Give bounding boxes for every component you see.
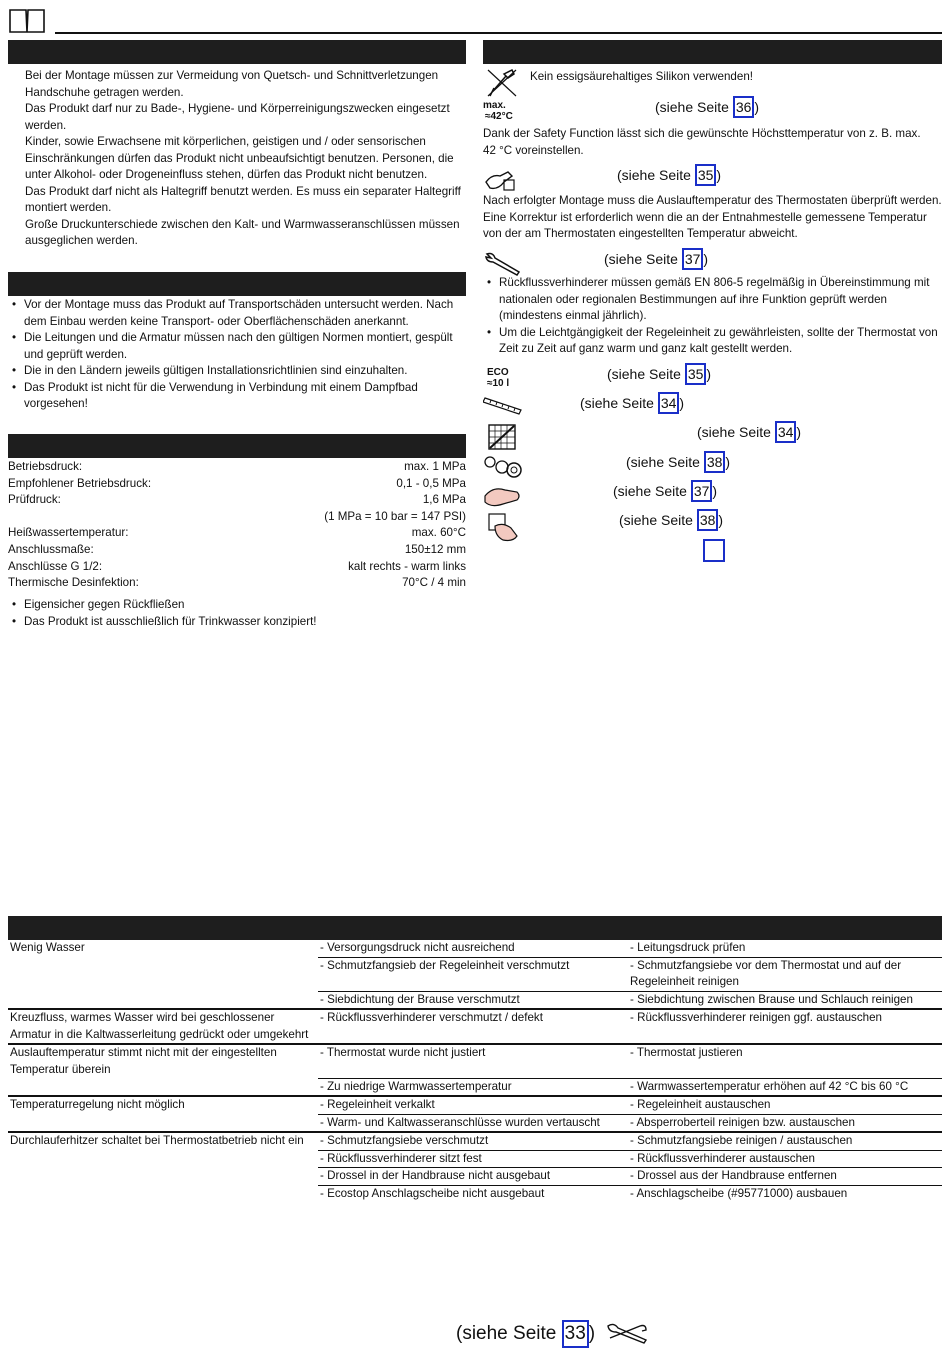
- hand-adjust-icon: [484, 164, 518, 194]
- cause-cell: - Ecostop Anschlagscheibe nicht ausgebaut: [318, 1185, 628, 1202]
- table-row: [8, 1044, 942, 1078]
- silicone-gun-crossed-icon: [484, 66, 520, 98]
- remedy-cell: - Siebdichtung zwischen Brause und Schlauch reinigen: [628, 991, 942, 1009]
- eco-label: ECO: [487, 367, 509, 378]
- list-item: • Um die Leichtgängigkeit der Regeleinheit zu gewährleisten, sollte der Thermostat von Zeit zu Zeit auf ganz warm und ganz kalt gestellt werden.: [483, 325, 943, 358]
- table-row: [8, 940, 942, 957]
- spec-value: 150±12 mm: [404, 542, 466, 556]
- page-ref: [619, 509, 723, 531]
- tools-icon: [606, 1322, 648, 1344]
- remedy-cell: - Warmwassertemperatur erhöhen auf 42 °C bis 60 °C: [628, 1078, 942, 1096]
- page-link[interactable]: 33: [562, 1320, 589, 1348]
- problem-cell: [8, 1150, 318, 1168]
- list-item: • Das Produkt ist nicht für die Verwendung in Verbindung mit einem Dampfbad vorgesehen!: [8, 380, 464, 413]
- ref-suffix: ): [716, 167, 722, 183]
- empty-page-link[interactable]: [703, 539, 725, 562]
- ref-prefix: (siehe Seite: [607, 366, 685, 382]
- safety-paragraph: Das Produkt darf nur zu Bade-, Hygiene- und Körperreinigungszwecken eingesetzt werden.: [25, 102, 450, 132]
- remedy-cell: - Leitungsdruck prüfen: [630, 941, 746, 954]
- book-icon: [8, 6, 46, 34]
- table-row: [8, 1132, 942, 1150]
- wrench-icon: [483, 250, 523, 276]
- remedy-cell: - Absperroberteil reinigen bzw. austauschen: [628, 1114, 942, 1132]
- ref-suffix: ): [718, 512, 724, 528]
- cause-cell: - Zu niedrige Warmwassertemperatur: [318, 1078, 628, 1096]
- maintenance-list: [483, 275, 943, 358]
- ref-prefix: (siehe Seite: [580, 395, 658, 411]
- cause-cell: - Thermostat wurde nicht justiert: [318, 1044, 628, 1078]
- ref-prefix: (siehe Seite: [619, 512, 697, 528]
- troubleshooting-table: [8, 940, 942, 1202]
- ref-prefix: (siehe Seite: [456, 1323, 562, 1344]
- spec-row: [8, 492, 466, 509]
- ref-suffix: ): [725, 454, 731, 470]
- spec-row: [8, 476, 466, 493]
- table-row: [8, 991, 942, 1009]
- table-row: [8, 1168, 942, 1186]
- temperature-grid-icon: [488, 424, 516, 450]
- cause-cell: - Regeleinheit verkalkt: [318, 1096, 628, 1114]
- spec-notes: [8, 597, 464, 630]
- spec-row: [8, 509, 466, 526]
- ref-suffix: ): [703, 251, 709, 267]
- remedy-cell: - Schmutzfangsiebe reinigen / austauschen: [628, 1132, 942, 1150]
- spec-row: [8, 542, 466, 559]
- page-link[interactable]: 35: [685, 363, 707, 385]
- remedy-cell: - Drossel aus der Handbrause entfernen: [628, 1168, 942, 1186]
- problem-cell: Auslauftemperatur stimmt nicht mit der eingestellten Temperatur überein: [8, 1044, 318, 1078]
- remedy-cell: - Schmutzfangsiebe vor dem Thermostat und auf der Regeleinheit reinigen: [628, 957, 942, 991]
- safety-paragraph: Große Druckunterschiede zwischen den Kalt- und Warmwasseranschlüssen müssen ausgeglichen werden.: [25, 217, 460, 247]
- safety-paragraph: Bei der Montage müssen zur Vermeidung von Quetsch- und Schnittverletzungen Handschuhe getragen werden.: [25, 69, 439, 99]
- ruler-icon: [483, 396, 523, 416]
- spec-key: Prüfdruck:: [8, 493, 61, 507]
- ref-prefix: (siehe Seite: [617, 167, 695, 183]
- remedy-cell: - Regeleinheit austauschen: [628, 1096, 942, 1114]
- page-ref: [697, 421, 801, 443]
- page-ref: [607, 363, 711, 385]
- spare-parts-icon: [483, 454, 523, 480]
- page-ref: [604, 248, 708, 270]
- remedy-cell: - Rückflussverhinderer austauschen: [628, 1150, 942, 1168]
- safety-paragraph: Kinder, sowie Erwachsene mit körperlichen, geistigen und / oder sensorischen Einschränkungen dürfen das Produkt nicht unbeaufsichtigt benutzen. Personen, die unter Alkohol- oder Drogeneinfluss stehen, dürfen das Produkt nicht benutzen.: [25, 135, 454, 181]
- list-item: • Rückflussverhinderer müssen gemäß EN 806-5 regelmäßig in Übereinstimmung mit nationalen oder regionalen Bestimmungen auf ihre Funktion geprüft werden (mindestens einmal jährlich).: [483, 275, 943, 325]
- spec-row: [8, 559, 466, 576]
- spec-value: max. 1 MPa: [404, 460, 466, 473]
- page-link[interactable]: 35: [695, 164, 717, 186]
- header-rule: [55, 32, 942, 34]
- page-link[interactable]: 36: [733, 96, 755, 118]
- table-row: [8, 1114, 942, 1132]
- list-item: • Das Produkt ist ausschließlich für Trinkwasser konzipiert!: [8, 614, 464, 631]
- problem-cell: [8, 1078, 318, 1096]
- cause-cell: - Schmutzfangsieb der Regeleinheit verschmutzt: [318, 957, 628, 991]
- problem-cell: Wenig Wasser: [10, 941, 85, 954]
- table-row: [8, 1009, 942, 1044]
- spec-key: Thermische Desinfektion:: [8, 576, 139, 590]
- spec-key: Empfohlener Betriebsdruck:: [8, 476, 152, 490]
- table-row: [8, 1096, 942, 1114]
- spec-value: kalt rechts - warm links: [348, 559, 466, 573]
- spec-value: 1,6 MPa: [422, 493, 466, 507]
- cause-cell: - Rückflussverhinderer sitzt fest: [318, 1150, 628, 1168]
- page-ref: [613, 480, 717, 502]
- page-link[interactable]: 34: [658, 392, 680, 414]
- table-row: [8, 1150, 942, 1168]
- ref-suffix: ): [712, 483, 718, 499]
- ref-suffix: ): [706, 366, 712, 382]
- page-ref: [617, 164, 721, 186]
- problem-cell: Kreuzfluss, warmes Wasser wird bei geschlossener Armatur in die Kaltwasserleitung gedrückt oder umgekehrt: [8, 1009, 318, 1044]
- cause-cell: - Warm- und Kaltwasseranschlüsse wurden vertauscht: [318, 1114, 628, 1132]
- table-row: [8, 957, 942, 991]
- problem-cell: [8, 1185, 318, 1202]
- ref-prefix: (siehe Seite: [604, 251, 682, 267]
- spec-row: [8, 525, 466, 542]
- ref-suffix: ): [754, 99, 760, 115]
- remedy-cell: - Rückflussverhinderer reinigen ggf. austauschen: [628, 1009, 942, 1044]
- section-bar-troubleshooting: [8, 916, 942, 940]
- spec-row: [8, 459, 466, 476]
- page-ref: [655, 96, 759, 118]
- page-link[interactable]: 38: [704, 451, 726, 473]
- list-item: • Die Leitungen und die Armatur müssen nach den gültigen Normen montiert, gespült und geprüft werden.: [8, 330, 464, 363]
- table-row: [8, 1185, 942, 1202]
- problem-cell: Temperaturregelung nicht möglich: [8, 1096, 318, 1114]
- list-item: • Eigensicher gegen Rückfließen: [8, 597, 464, 614]
- problem-cell: [8, 957, 318, 991]
- list-item: • Vor der Montage muss das Produkt auf Transportschäden untersucht werden. Nach dem Einbau werden keine Transport- oder Oberflächenschäden anerkannt.: [8, 297, 464, 330]
- installation-list: [8, 297, 464, 413]
- eco-flow-label: ≈10 l: [487, 378, 510, 389]
- page-ref: [580, 392, 684, 414]
- problem-cell: Durchlauferhitzer schaltet bei Thermostatbetrieb nicht ein: [8, 1132, 318, 1150]
- hand-cleaning-icon: [483, 482, 523, 510]
- ref-suffix: ): [588, 1323, 596, 1344]
- spec-row: [8, 575, 466, 592]
- spec-value: 70°C / 4 min: [402, 576, 466, 590]
- ref-prefix: (siehe Seite: [697, 424, 775, 440]
- cause-cell: - Siebdichtung der Brause verschmutzt: [318, 991, 628, 1009]
- adjustment-text: Nach erfolgter Montage muss die Auslauftemperatur des Thermostaten überprüft werden. Eine Korrektur ist erforderlich wenn die an der Entnahmestelle gemessene Temperatur von der am Thermostaten eingestellten Temperatur abweicht.: [483, 194, 942, 240]
- remedy-cell: - Thermostat justieren: [628, 1044, 942, 1078]
- cause-cell: - Rückflussverhinderer verschmutzt / defekt: [318, 1009, 628, 1044]
- ref-suffix: ): [796, 424, 802, 440]
- spec-key: Heißwassertemperatur:: [8, 526, 129, 540]
- safety-function-text: Dank der Safety Function lässt sich die gewünschte Höchsttemperatur von z. B. max. 42 °C voreinstellen.: [483, 127, 921, 157]
- problem-cell: [8, 1114, 318, 1132]
- table-row: [8, 1078, 942, 1096]
- specs-table: [8, 459, 466, 592]
- cause-cell: - Versorgungsdruck nicht ausreichend: [320, 941, 515, 954]
- spec-value: max. 60°C: [411, 526, 466, 540]
- cause-cell: - Drossel in der Handbrause nicht ausgebaut: [318, 1168, 628, 1186]
- spec-key: Anschlüsse G 1/2:: [8, 559, 103, 573]
- page-link[interactable]: 37: [682, 248, 704, 270]
- safety-paragraph: Das Produkt darf nicht als Haltegriff benutzt werden. Es muss ein separater Haltegriff montiert werden.: [25, 184, 461, 214]
- safety-text: [25, 68, 470, 250]
- cause-cell: - Schmutzfangsiebe verschmutzt: [318, 1132, 628, 1150]
- section-bar-specs: [8, 434, 466, 458]
- footer-page-ref: [456, 1320, 595, 1348]
- list-item: • Die in den Ländern jeweils gültigen Installationsrichtlinien sind einzuhalten.: [8, 363, 464, 380]
- ref-prefix: (siehe Seite: [655, 99, 733, 115]
- page-link[interactable]: 37: [691, 480, 713, 502]
- section-bar-installation: [8, 272, 466, 296]
- page-link[interactable]: 38: [697, 509, 719, 531]
- ref-suffix: ): [679, 395, 685, 411]
- section-bar-symbols: [483, 40, 942, 64]
- ref-prefix: (siehe Seite: [613, 483, 691, 499]
- max-temp-label: ≈42°C: [485, 111, 513, 122]
- problem-cell: [8, 991, 318, 1009]
- max-label: max.: [483, 100, 506, 111]
- spec-key: Betriebsdruck:: [8, 460, 83, 473]
- page-link[interactable]: 34: [775, 421, 797, 443]
- spec-key: Anschlussmaße:: [8, 542, 94, 556]
- remedy-cell: - Anschlagscheibe (#95771000) ausbauen: [628, 1185, 942, 1202]
- section-bar-safety: [8, 40, 466, 64]
- silicone-note: Kein essigsäurehaltiges Silikon verwenden!: [530, 70, 753, 83]
- spec-value: (1 MPa = 10 bar = 147 PSI): [324, 509, 466, 523]
- spec-value: 0,1 - 0,5 MPa: [396, 476, 466, 490]
- page-ref: [626, 451, 730, 473]
- problem-cell: [8, 1168, 318, 1186]
- hand-knob-icon: [485, 512, 521, 542]
- ref-prefix: (siehe Seite: [626, 454, 704, 470]
